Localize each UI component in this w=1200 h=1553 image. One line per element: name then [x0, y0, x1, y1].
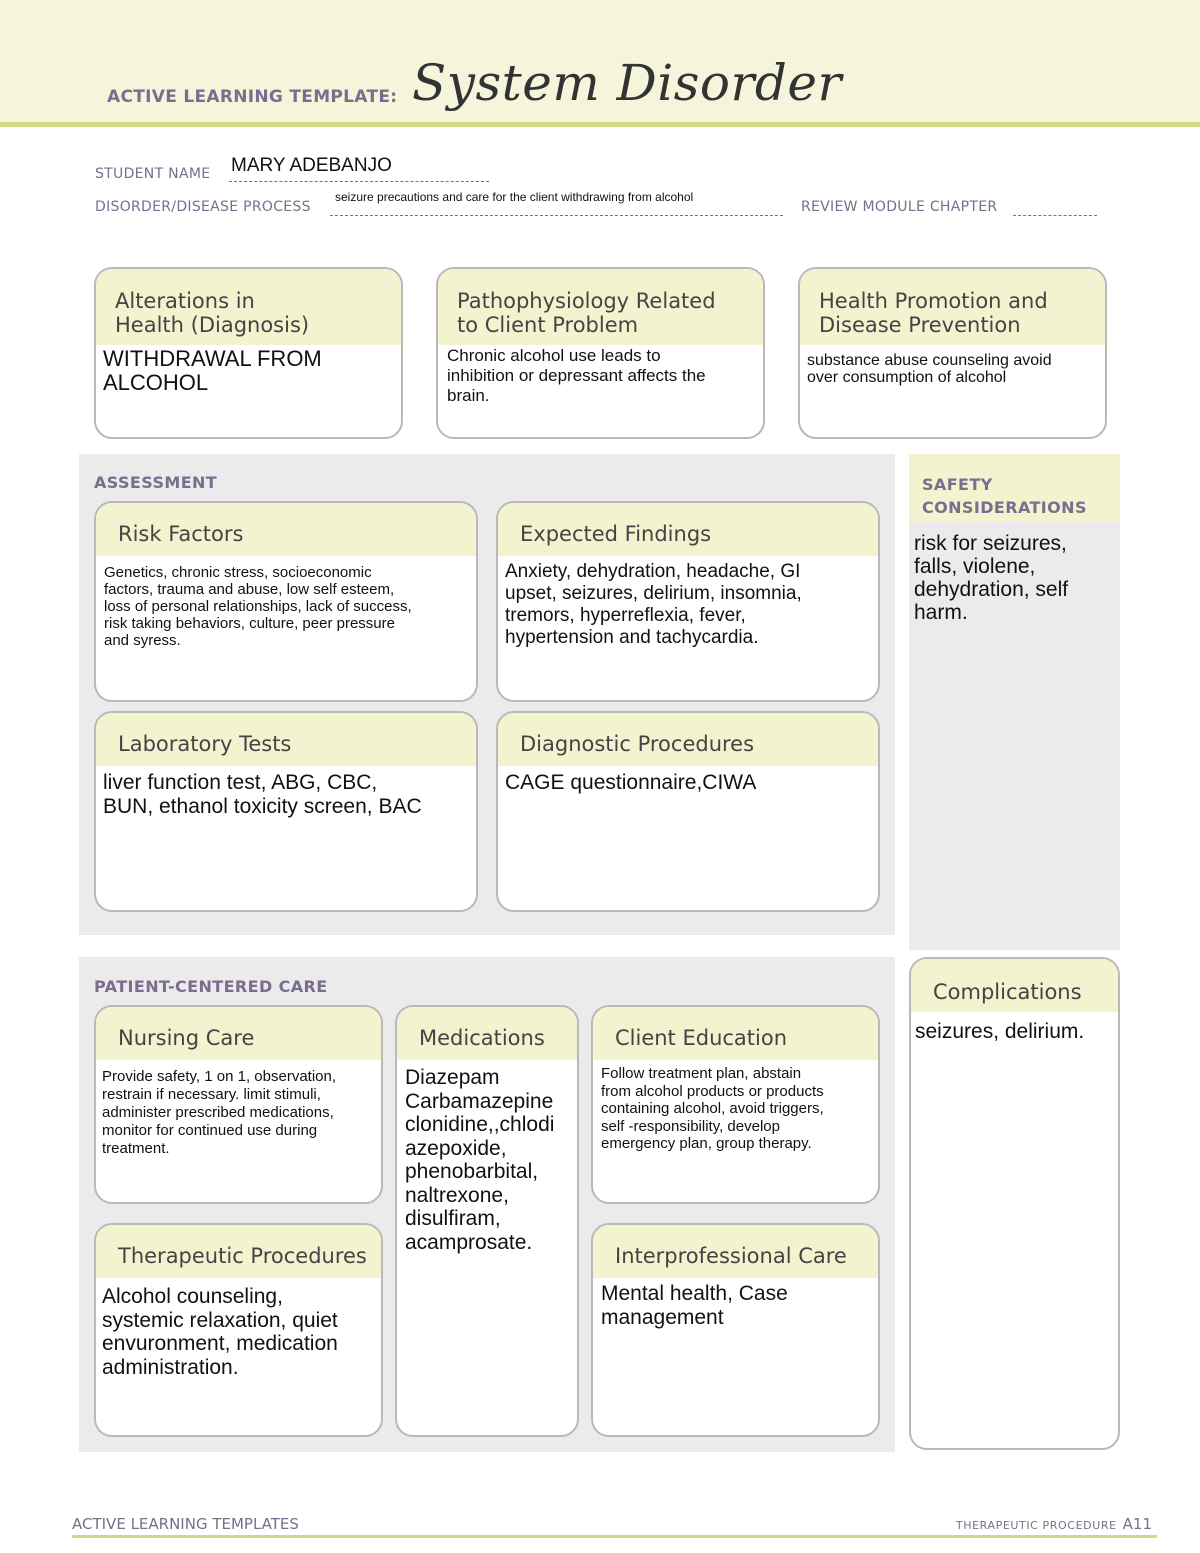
- laboratory-tests-title: Laboratory Tests: [96, 713, 476, 766]
- diagnostic-procedures-content[interactable]: CAGE questionnaire,CIWA: [505, 771, 757, 794]
- client-education-content[interactable]: Follow treatment plan, abstain from alcohol products or products containing alcohol, avoid triggers, self -responsibility, develop emergency plan, group therapy.: [601, 1065, 824, 1152]
- nursing-care-title: Nursing Care: [96, 1007, 381, 1060]
- alterations-title: Alterations in Health (Diagnosis): [96, 269, 401, 345]
- alterations-content[interactable]: WITHDRAWAL FROM ALCOHOL: [103, 346, 322, 395]
- interprofessional-care-title: Interprofessional Care: [593, 1225, 878, 1278]
- template-title: System Disorder: [412, 54, 842, 112]
- risk-factors-box: [94, 501, 478, 702]
- therapeutic-procedures-content[interactable]: Alcohol counseling, systemic relaxation, quiet envuronment, medication administration.: [102, 1285, 338, 1379]
- therapeutic-procedures-title: Therapeutic Procedures: [96, 1225, 381, 1278]
- pathophysiology-box: [436, 267, 765, 439]
- pathophysiology-content[interactable]: Chronic alcohol use leads to inhibition or depressant affects the brain.: [447, 346, 706, 405]
- nursing-care-content[interactable]: Provide safety, 1 on 1, observation, restrain if necessary. limit stimuli, administer prescribed medications, monitor for continued use during treatment.: [102, 1068, 337, 1157]
- pathophysiology-title: Pathophysiology Related to Client Problem: [438, 269, 763, 345]
- disorder-label: DISORDER/DISEASE PROCESS: [95, 199, 311, 215]
- footer-rule: [72, 1535, 1157, 1538]
- complications-title: Complications: [911, 959, 1118, 1012]
- complications-content[interactable]: seizures, delirium.: [915, 1020, 1085, 1043]
- interprofessional-care-content[interactable]: Mental health, Case management: [601, 1282, 788, 1329]
- risk-factors-content[interactable]: Genetics, chronic stress, socioeconomic factors, trauma and abuse, low self esteem, loss of personal relationships, lack of success, risk taking behaviors, culture, peer pressure and syress.: [104, 564, 412, 649]
- student-name-value[interactable]: MARY ADEBANJO: [231, 155, 392, 176]
- expected-findings-box: [496, 501, 880, 702]
- laboratory-tests-content[interactable]: liver function test, ABG, CBC, BUN, ethanol toxicity screen, BAC: [103, 771, 422, 818]
- client-education-title: Client Education: [593, 1007, 878, 1060]
- review-module-label: REVIEW MODULE CHAPTER: [801, 199, 998, 215]
- interprofessional-care-box: [591, 1223, 880, 1437]
- medications-content[interactable]: Diazepam Carbamazepine clonidine,,chlodi azepoxide, phenobarbital, naltrexone, disulfiram, acamprosate.: [405, 1066, 555, 1254]
- therapeutic-procedures-box: [94, 1223, 383, 1437]
- patient-care-title: PATIENT-CENTERED CARE: [94, 977, 328, 996]
- review-module-line[interactable]: [1013, 197, 1097, 216]
- diagnostic-procedures-box: [496, 711, 880, 912]
- medications-title: Medications: [397, 1007, 577, 1060]
- alterations-box: [94, 267, 403, 439]
- diagnostic-procedures-title: Diagnostic Procedures: [498, 713, 878, 766]
- footer-label: ACTIVE LEARNING TEMPLATES: [72, 1515, 299, 1533]
- safety-content[interactable]: risk for seizures, falls, violene, dehydration, self harm.: [914, 532, 1069, 624]
- assessment-title: ASSESSMENT: [94, 473, 218, 492]
- health-promotion-content[interactable]: substance abuse counseling avoid over consumption of alcohol: [807, 352, 1052, 386]
- health-promotion-title: Health Promotion and Disease Prevention: [800, 269, 1105, 345]
- medications-box: [395, 1005, 579, 1437]
- footer-section: THERAPEUTIC PROCEDURE: [955, 1519, 1117, 1532]
- header-rule: [0, 122, 1200, 127]
- footer-right: [956, 1515, 1152, 1533]
- risk-factors-title: Risk Factors: [96, 503, 476, 556]
- expected-findings-content[interactable]: Anxiety, dehydration, headache, GI upset, seizures, delirium, insomnia, tremors, hyperreflexia, fever, hypertension and tachycardia.: [505, 561, 802, 648]
- client-education-box: [591, 1005, 880, 1204]
- nursing-care-box: [94, 1005, 383, 1204]
- expected-findings-title: Expected Findings: [498, 503, 878, 556]
- template-label: ACTIVE LEARNING TEMPLATE:: [107, 87, 398, 107]
- health-promotion-box: [798, 267, 1107, 439]
- disorder-value[interactable]: seizure precautions and care for the client withdrawing from alcohol: [335, 190, 694, 204]
- page-number: A11: [1122, 1515, 1152, 1533]
- complications-box: [909, 957, 1120, 1450]
- student-name-label: STUDENT NAME: [95, 166, 211, 182]
- laboratory-tests-box: [94, 711, 478, 912]
- safety-title: SAFETY CONSIDERATIONS: [922, 475, 1087, 517]
- safety-panel: [909, 454, 1120, 950]
